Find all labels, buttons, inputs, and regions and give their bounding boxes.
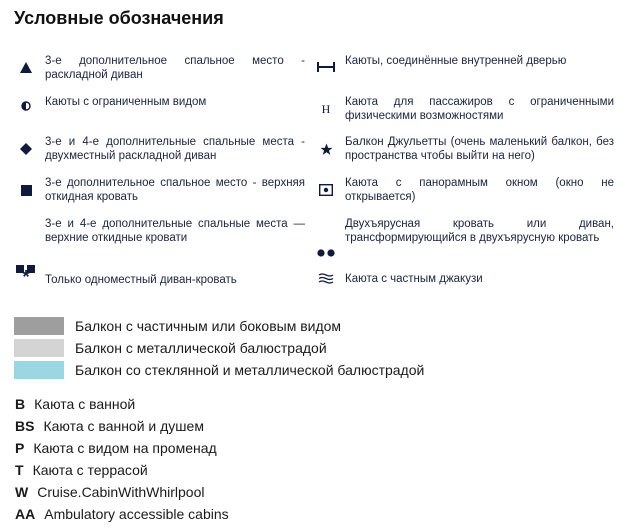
code-letter: AA: [15, 506, 36, 522]
code-row-ambulatory: [15, 506, 229, 522]
legend-item-sofa-bed: [16, 54, 306, 82]
legend-text: Каюта с панорамным окном (окно не открывается): [345, 177, 614, 203]
legend-text: Каюты, соединённые внутренней дверью: [345, 55, 567, 67]
asterisk-icon: *: [22, 267, 30, 287]
legend-text: 3-е дополнительное спальное место - раскладной диван: [45, 55, 305, 81]
legend-text: 3-е дополнительное спальное место - верхняя откидная кровать: [45, 177, 305, 203]
legend-item-jacuzzi: [316, 270, 616, 286]
code-letter: T: [15, 462, 24, 478]
legend-text: Каюта для пассажиров с ограниченными физическими возможностями: [345, 96, 614, 122]
legend-item-single-sofa: [16, 267, 306, 288]
panoramic-window-icon: [316, 176, 336, 204]
code-text: Каюта с ванной: [34, 396, 136, 412]
code-letter: B: [15, 396, 26, 412]
swatch-row-metal-balustrade: [14, 339, 327, 357]
two-circles-icon: [316, 217, 336, 257]
swatch-light-blue: [14, 361, 64, 379]
star-icon: [316, 135, 336, 163]
square-icon: [16, 176, 36, 204]
legend-item-accessible: [316, 95, 616, 123]
legend-text: Каюты с ограниченным видом: [45, 96, 207, 108]
legend-item-panoramic: [316, 176, 616, 204]
swatch-label: Балкон со стеклянной и металлической балюстрадой: [75, 362, 425, 378]
swatch-label: Балкон с частичным или боковым видом: [75, 318, 342, 334]
code-letter: P: [15, 440, 25, 456]
code-row-bath: [15, 396, 135, 412]
legend-text: 3-е и 4-е дополнительные спальные места - двухместный раскладной диван: [45, 136, 305, 162]
code-letter: BS: [15, 418, 35, 434]
legend-text: Балкон Джульетты (очень маленький балкон, без пространства чтобы выйти на него): [345, 136, 614, 162]
code-text: Каюта с видом на променад: [33, 440, 217, 456]
legend-item-bunk-bed: [316, 217, 616, 257]
legend-item-double-sofa-bed: [16, 135, 306, 163]
code-text: Cruise.CabinWithWhirlpool: [37, 484, 205, 500]
swatch-gray: [14, 317, 64, 335]
legend-item-upper-beds: [16, 217, 306, 273]
legend-item-juliet-balcony: [316, 135, 616, 163]
legend-item-upper-bed: [16, 176, 306, 204]
code-text: Каюта с террасой: [32, 462, 148, 478]
legend-text: Двухъярусная кровать или диван, трансформирующийся в двухъярусную кровать: [345, 218, 614, 244]
code-row-bath-shower: [15, 418, 204, 434]
swatch-row-partial-view: [14, 317, 341, 335]
legend-item-limited-view: [16, 95, 306, 117]
legend-text: Каюта с частным джакузи: [345, 273, 483, 285]
half-circle-icon: [16, 95, 36, 117]
code-row-terrace: [15, 462, 148, 478]
code-row-whirlpool: [15, 484, 205, 500]
two-squares-icon: [16, 217, 36, 273]
waves-icon: [316, 270, 336, 286]
swatch-row-glass-balustrade: [14, 361, 424, 379]
code-text: Ambulatory accessible cabins: [44, 506, 229, 522]
triangle-icon: [16, 54, 36, 80]
code-letter: W: [15, 484, 29, 500]
swatch-light-gray: [14, 339, 64, 357]
legend-text: 3-е и 4-е дополнительные спальные места — верхние откидные кровати: [45, 218, 305, 244]
legend-item-connecting: [316, 54, 616, 80]
h-letter-icon: H: [321, 101, 331, 116]
code-text: Каюта с ванной и душем: [43, 418, 204, 434]
connecting-door-icon: [316, 54, 336, 80]
code-row-promenade: [15, 440, 217, 456]
swatch-label: Балкон с металлической балюстрадой: [75, 340, 327, 356]
diamond-icon: [16, 135, 36, 163]
page-title: Условные обозначения: [14, 8, 224, 28]
legend-text: Только одноместный диван-кровать: [45, 274, 237, 286]
